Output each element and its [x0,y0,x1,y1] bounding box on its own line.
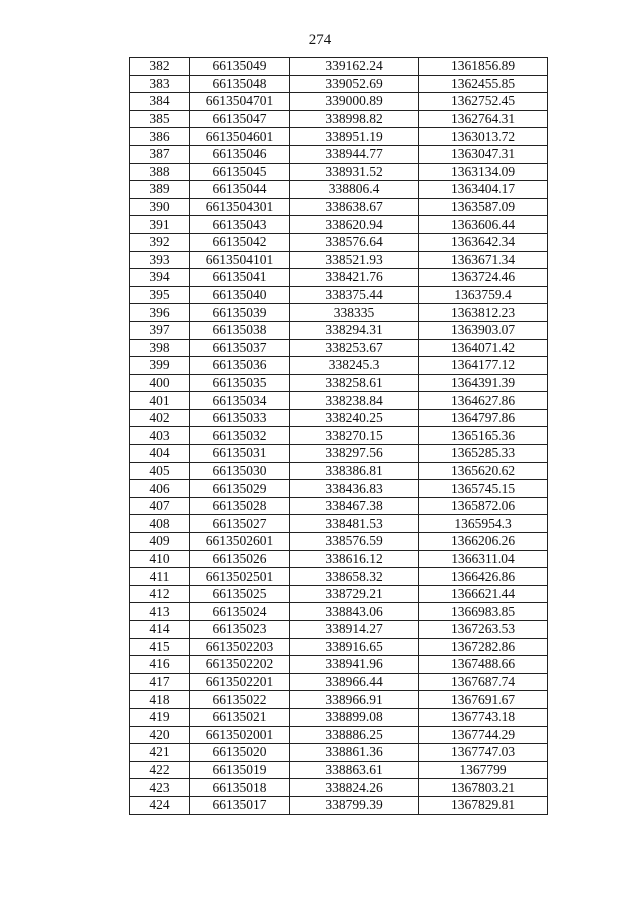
row-number-cell: 391 [130,216,190,234]
point-id-cell: 66135034 [190,392,290,410]
row-number-cell: 417 [130,673,190,691]
row-number-cell: 394 [130,269,190,287]
table-row [130,321,548,339]
table-row [130,357,548,375]
x-coordinate-cell: 338966.91 [290,691,419,709]
point-id-cell: 6613504701 [190,93,290,111]
y-coordinate-cell: 1363812.23 [419,304,548,322]
point-id-cell: 6613502202 [190,656,290,674]
point-id-cell: 66135036 [190,357,290,375]
row-number-cell: 393 [130,251,190,269]
table-row [130,550,548,568]
point-id-cell: 66135018 [190,779,290,797]
point-id-cell: 66135030 [190,462,290,480]
x-coordinate-cell: 338843.06 [290,603,419,621]
point-id-cell: 66135046 [190,145,290,163]
point-id-cell: 66135032 [190,427,290,445]
point-id-cell: 66135019 [190,761,290,779]
table-row [130,603,548,621]
x-coordinate-cell: 338966.44 [290,673,419,691]
y-coordinate-cell: 1363404.17 [419,181,548,199]
x-coordinate-cell: 338421.76 [290,269,419,287]
row-number-cell: 399 [130,357,190,375]
point-id-cell: 66135028 [190,497,290,515]
table-row [130,673,548,691]
point-id-cell: 66135031 [190,445,290,463]
x-coordinate-cell: 338916.65 [290,638,419,656]
table-row [130,744,548,762]
y-coordinate-cell: 1364391.39 [419,374,548,392]
y-coordinate-cell: 1367687.74 [419,673,548,691]
y-coordinate-cell: 1362752.45 [419,93,548,111]
y-coordinate-cell: 1363724.46 [419,269,548,287]
row-number-cell: 421 [130,744,190,762]
table-row [130,304,548,322]
x-coordinate-cell: 339052.69 [290,75,419,93]
x-coordinate-cell: 339162.24 [290,58,419,76]
table-row [130,779,548,797]
table-row [130,427,548,445]
x-coordinate-cell: 338658.32 [290,568,419,586]
point-id-cell: 66135047 [190,110,290,128]
point-id-cell: 66135027 [190,515,290,533]
row-number-cell: 405 [130,462,190,480]
y-coordinate-cell: 1363047.31 [419,145,548,163]
point-id-cell: 6613504101 [190,251,290,269]
x-coordinate-cell: 338914.27 [290,621,419,639]
table-row [130,445,548,463]
row-number-cell: 395 [130,286,190,304]
point-id-cell: 6613502203 [190,638,290,656]
table-row [130,374,548,392]
table-row [130,145,548,163]
point-id-cell: 66135025 [190,585,290,603]
y-coordinate-cell: 1364071.42 [419,339,548,357]
table-row [130,339,548,357]
x-coordinate-cell: 338941.96 [290,656,419,674]
x-coordinate-cell: 338253.67 [290,339,419,357]
row-number-cell: 408 [130,515,190,533]
x-coordinate-cell: 338899.08 [290,708,419,726]
x-coordinate-cell: 338729.21 [290,585,419,603]
row-number-cell: 410 [130,550,190,568]
y-coordinate-cell: 1367743.18 [419,708,548,726]
row-number-cell: 387 [130,145,190,163]
y-coordinate-cell: 1365285.33 [419,445,548,463]
row-number-cell: 413 [130,603,190,621]
x-coordinate-cell: 338863.61 [290,761,419,779]
x-coordinate-cell: 338799.39 [290,796,419,814]
x-coordinate-cell: 338998.82 [290,110,419,128]
table-row [130,656,548,674]
point-id-cell: 6613502201 [190,673,290,691]
y-coordinate-cell: 1367803.21 [419,779,548,797]
row-number-cell: 390 [130,198,190,216]
row-number-cell: 411 [130,568,190,586]
row-number-cell: 384 [130,93,190,111]
table-row [130,181,548,199]
y-coordinate-cell: 1364627.86 [419,392,548,410]
table-row [130,251,548,269]
point-id-cell: 66135043 [190,216,290,234]
table-row [130,497,548,515]
point-id-cell: 66135022 [190,691,290,709]
y-coordinate-cell: 1365745.15 [419,480,548,498]
table-row [130,128,548,146]
table-row [130,515,548,533]
point-id-cell: 66135049 [190,58,290,76]
x-coordinate-cell: 338245.3 [290,357,419,375]
x-coordinate-cell: 338638.67 [290,198,419,216]
row-number-cell: 401 [130,392,190,410]
table-row [130,585,548,603]
x-coordinate-cell: 338375.44 [290,286,419,304]
point-id-cell: 66135042 [190,233,290,251]
point-id-cell: 66135023 [190,621,290,639]
row-number-cell: 419 [130,708,190,726]
y-coordinate-cell: 1366311.04 [419,550,548,568]
row-number-cell: 389 [130,181,190,199]
y-coordinate-cell: 1361856.89 [419,58,548,76]
y-coordinate-cell: 1366621.44 [419,585,548,603]
point-id-cell: 66135033 [190,409,290,427]
x-coordinate-cell: 338620.94 [290,216,419,234]
point-id-cell: 66135038 [190,321,290,339]
y-coordinate-cell: 1365872.06 [419,497,548,515]
row-number-cell: 397 [130,321,190,339]
point-id-cell: 6613504601 [190,128,290,146]
x-coordinate-cell: 338467.38 [290,497,419,515]
row-number-cell: 409 [130,533,190,551]
row-number-cell: 422 [130,761,190,779]
y-coordinate-cell: 1367799 [419,761,548,779]
point-id-cell: 66135045 [190,163,290,181]
x-coordinate-cell: 339000.89 [290,93,419,111]
point-id-cell: 66135020 [190,744,290,762]
table-row [130,533,548,551]
table-row [130,708,548,726]
row-number-cell: 415 [130,638,190,656]
row-number-cell: 382 [130,58,190,76]
table-row [130,198,548,216]
table-row [130,58,548,76]
table-row [130,269,548,287]
x-coordinate-cell: 338270.15 [290,427,419,445]
row-number-cell: 423 [130,779,190,797]
row-number-cell: 424 [130,796,190,814]
y-coordinate-cell: 1363587.09 [419,198,548,216]
point-id-cell: 6613502601 [190,533,290,551]
point-id-cell: 66135048 [190,75,290,93]
table-row [130,796,548,814]
row-number-cell: 398 [130,339,190,357]
y-coordinate-cell: 1363903.07 [419,321,548,339]
x-coordinate-cell: 338386.81 [290,462,419,480]
row-number-cell: 403 [130,427,190,445]
y-coordinate-cell: 1362455.85 [419,75,548,93]
x-coordinate-cell: 338240.25 [290,409,419,427]
row-number-cell: 418 [130,691,190,709]
point-id-cell: 66135029 [190,480,290,498]
point-id-cell: 66135017 [190,796,290,814]
point-id-cell: 66135024 [190,603,290,621]
table-row [130,392,548,410]
row-number-cell: 404 [130,445,190,463]
row-number-cell: 412 [130,585,190,603]
x-coordinate-cell: 338481.53 [290,515,419,533]
table-row [130,93,548,111]
x-coordinate-cell: 338824.26 [290,779,419,797]
y-coordinate-cell: 1367829.81 [419,796,548,814]
table-row [130,691,548,709]
table-row [130,761,548,779]
page-number: 274 [308,32,332,48]
x-coordinate-cell: 338238.84 [290,392,419,410]
table-row [130,638,548,656]
y-coordinate-cell: 1366426.86 [419,568,548,586]
y-coordinate-cell: 1364797.86 [419,409,548,427]
table-row [130,480,548,498]
x-coordinate-cell: 338294.31 [290,321,419,339]
point-id-cell: 66135041 [190,269,290,287]
x-coordinate-cell: 338886.25 [290,726,419,744]
x-coordinate-cell: 338861.36 [290,744,419,762]
table-row [130,286,548,304]
table-row [130,163,548,181]
point-id-cell: 6613502501 [190,568,290,586]
point-id-cell: 6613504301 [190,198,290,216]
point-id-cell: 66135037 [190,339,290,357]
y-coordinate-cell: 1363013.72 [419,128,548,146]
y-coordinate-cell: 1363134.09 [419,163,548,181]
y-coordinate-cell: 1367263.53 [419,621,548,639]
row-number-cell: 400 [130,374,190,392]
table-row [130,75,548,93]
point-id-cell: 66135044 [190,181,290,199]
point-id-cell: 66135026 [190,550,290,568]
table-row [130,568,548,586]
point-id-cell: 66135035 [190,374,290,392]
y-coordinate-cell: 1367747.03 [419,744,548,762]
row-number-cell: 385 [130,110,190,128]
y-coordinate-cell: 1366206.26 [419,533,548,551]
table-row [130,726,548,744]
y-coordinate-cell: 1365165.36 [419,427,548,445]
table-row [130,110,548,128]
table-row [130,621,548,639]
row-number-cell: 414 [130,621,190,639]
row-number-cell: 402 [130,409,190,427]
y-coordinate-cell: 1367488.66 [419,656,548,674]
row-number-cell: 386 [130,128,190,146]
x-coordinate-cell: 338951.19 [290,128,419,146]
row-number-cell: 383 [130,75,190,93]
y-coordinate-cell: 1363759.4 [419,286,548,304]
y-coordinate-cell: 1362764.31 [419,110,548,128]
table-row [130,233,548,251]
x-coordinate-cell: 338297.56 [290,445,419,463]
point-id-cell: 6613502001 [190,726,290,744]
x-coordinate-cell: 338436.83 [290,480,419,498]
x-coordinate-cell: 338258.61 [290,374,419,392]
y-coordinate-cell: 1363642.34 [419,233,548,251]
table-row [130,462,548,480]
table-row [130,216,548,234]
y-coordinate-cell: 1363606.44 [419,216,548,234]
row-number-cell: 388 [130,163,190,181]
table-row [130,409,548,427]
y-coordinate-cell: 1367691.67 [419,691,548,709]
y-coordinate-cell: 1364177.12 [419,357,548,375]
y-coordinate-cell: 1365620.62 [419,462,548,480]
x-coordinate-cell: 338576.64 [290,233,419,251]
x-coordinate-cell: 338944.77 [290,145,419,163]
row-number-cell: 406 [130,480,190,498]
row-number-cell: 392 [130,233,190,251]
x-coordinate-cell: 338931.52 [290,163,419,181]
y-coordinate-cell: 1365954.3 [419,515,548,533]
table-body [130,58,548,815]
y-coordinate-cell: 1367282.86 [419,638,548,656]
y-coordinate-cell: 1363671.34 [419,251,548,269]
x-coordinate-cell: 338806.4 [290,181,419,199]
row-number-cell: 420 [130,726,190,744]
point-id-cell: 66135040 [190,286,290,304]
point-id-cell: 66135039 [190,304,290,322]
row-number-cell: 396 [130,304,190,322]
coordinates-table [129,57,548,815]
y-coordinate-cell: 1366983.85 [419,603,548,621]
x-coordinate-cell: 338521.93 [290,251,419,269]
y-coordinate-cell: 1367744.29 [419,726,548,744]
row-number-cell: 407 [130,497,190,515]
x-coordinate-cell: 338576.59 [290,533,419,551]
x-coordinate-cell: 338335 [290,304,419,322]
x-coordinate-cell: 338616.12 [290,550,419,568]
point-id-cell: 66135021 [190,708,290,726]
row-number-cell: 416 [130,656,190,674]
